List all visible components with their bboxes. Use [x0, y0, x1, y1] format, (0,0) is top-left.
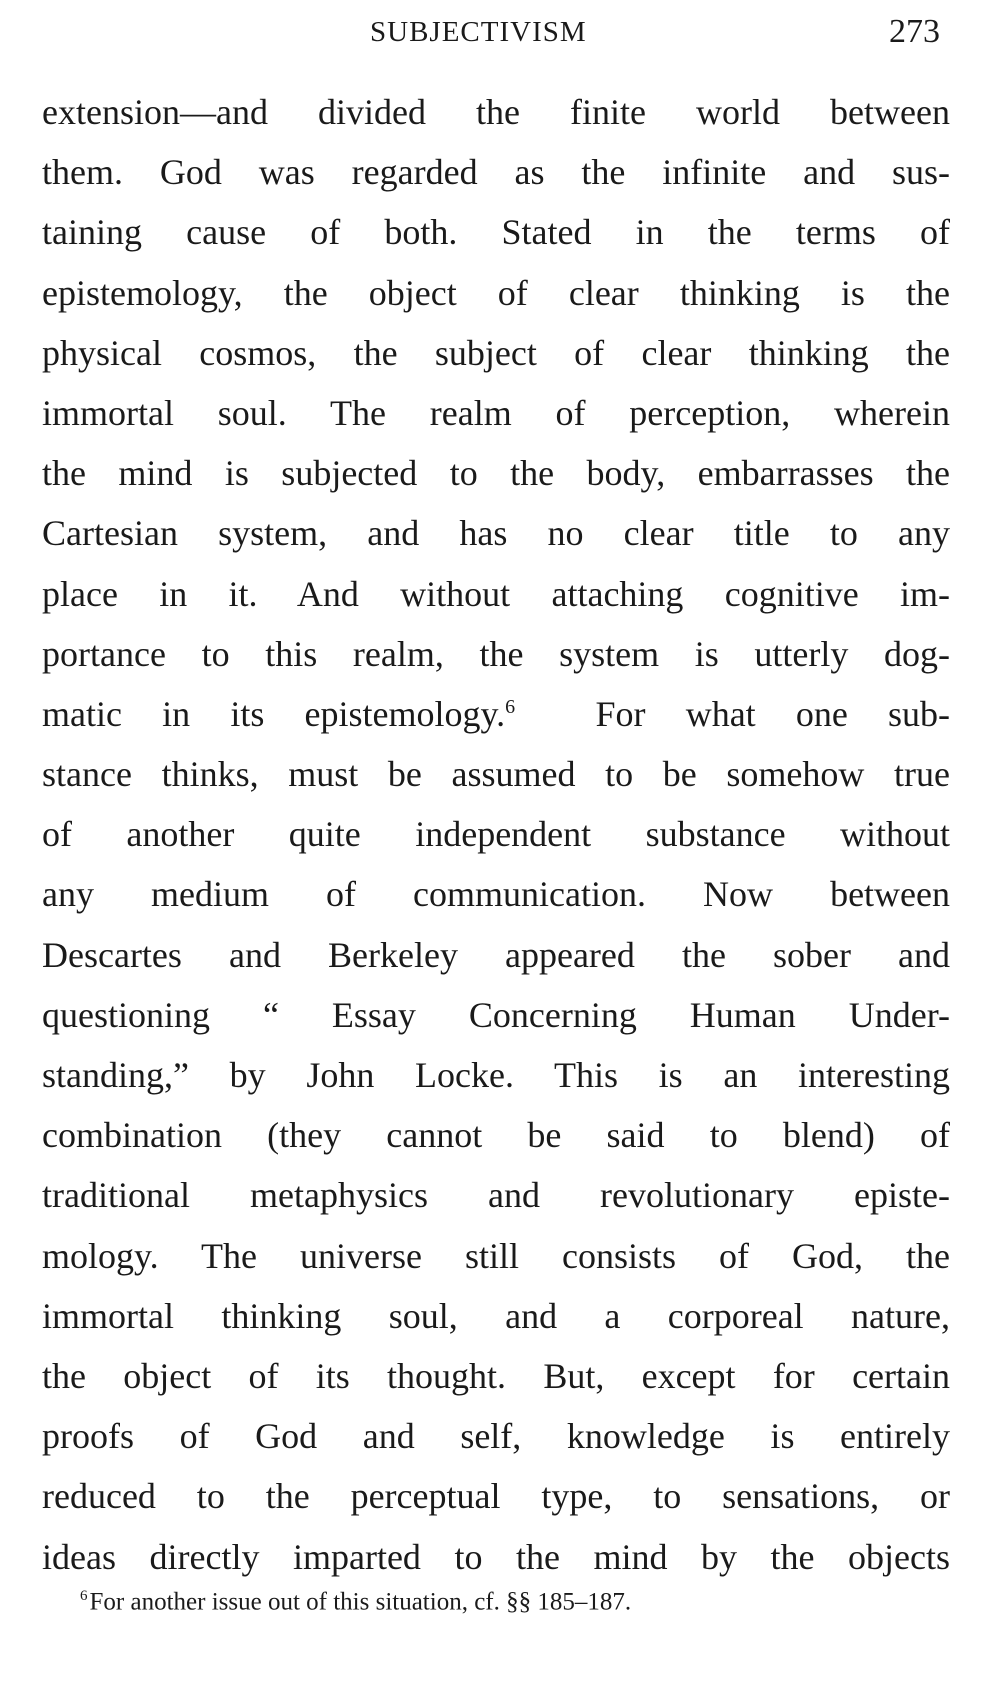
- text-line: epistemology, the object of clear thinking is the: [42, 272, 950, 313]
- footnote-marker: 6: [80, 1588, 88, 1604]
- text-line: immortal soul. The realm of perception, wherein: [42, 392, 950, 433]
- text-line-with-footnote-ref: [42, 684, 950, 744]
- text-line: any medium of communication. Now between: [42, 874, 950, 915]
- text-line: taining cause of both. Stated in the terms of: [42, 212, 950, 253]
- text-line: questioning “ Essay Concerning Human Under-: [42, 994, 950, 1035]
- text-line: Cartesian system, and has no clear title to any: [42, 513, 950, 554]
- text-line: mology. The universe still consists of God, the: [42, 1235, 950, 1276]
- text-line: stance thinks, must be assumed to be somehow true: [42, 754, 950, 795]
- text-line: combination (they cannot be said to blend) of: [42, 1115, 950, 1156]
- text-line: extension—and divided the finite world between: [42, 92, 950, 132]
- text-line: place in it. And without attaching cognitive im-: [42, 573, 950, 614]
- text-line: the mind is subjected to the body, embarrasses the: [42, 453, 950, 494]
- text-line: standing,” by John Locke. This is an interesting: [42, 1055, 950, 1095]
- text-line: Descartes and Berkeley appeared the sober and: [42, 934, 950, 975]
- text-line: them. God was regarded as the infinite and sus-: [42, 152, 950, 193]
- running-title: SUBJECTIVISM: [370, 16, 587, 48]
- text-segment: For what one sub-: [595, 693, 951, 734]
- text-line: the object of its thought. But, except for certain: [42, 1355, 950, 1396]
- text-line: ideas directly imparted to the mind by the objects: [42, 1536, 950, 1577]
- footnote: [80, 1578, 940, 1620]
- text-line: proofs of God and self, knowledge is entirely: [42, 1416, 950, 1457]
- footnote-text: For another issue out of this situation, cf. §§ 185–187.: [89, 1588, 632, 1616]
- text-line: immortal thinking soul, and a corporeal nature,: [42, 1295, 950, 1336]
- text-segment: matic in its epistemology.: [42, 693, 506, 734]
- text-line: of another quite independent substance without: [42, 814, 950, 855]
- text-line: traditional metaphysics and revolutionary episte-: [42, 1175, 950, 1216]
- body-text: [42, 82, 950, 1587]
- page-number: 273: [889, 13, 940, 50]
- text-line: physical cosmos, the subject of clear thinking the: [42, 332, 950, 373]
- text-line: reduced to the perceptual type, to sensations, or: [42, 1476, 950, 1517]
- text-line: portance to this realm, the system is utterly dog-: [42, 633, 950, 674]
- page-header: [40, 12, 940, 52]
- footnote-reference: 6: [505, 695, 516, 718]
